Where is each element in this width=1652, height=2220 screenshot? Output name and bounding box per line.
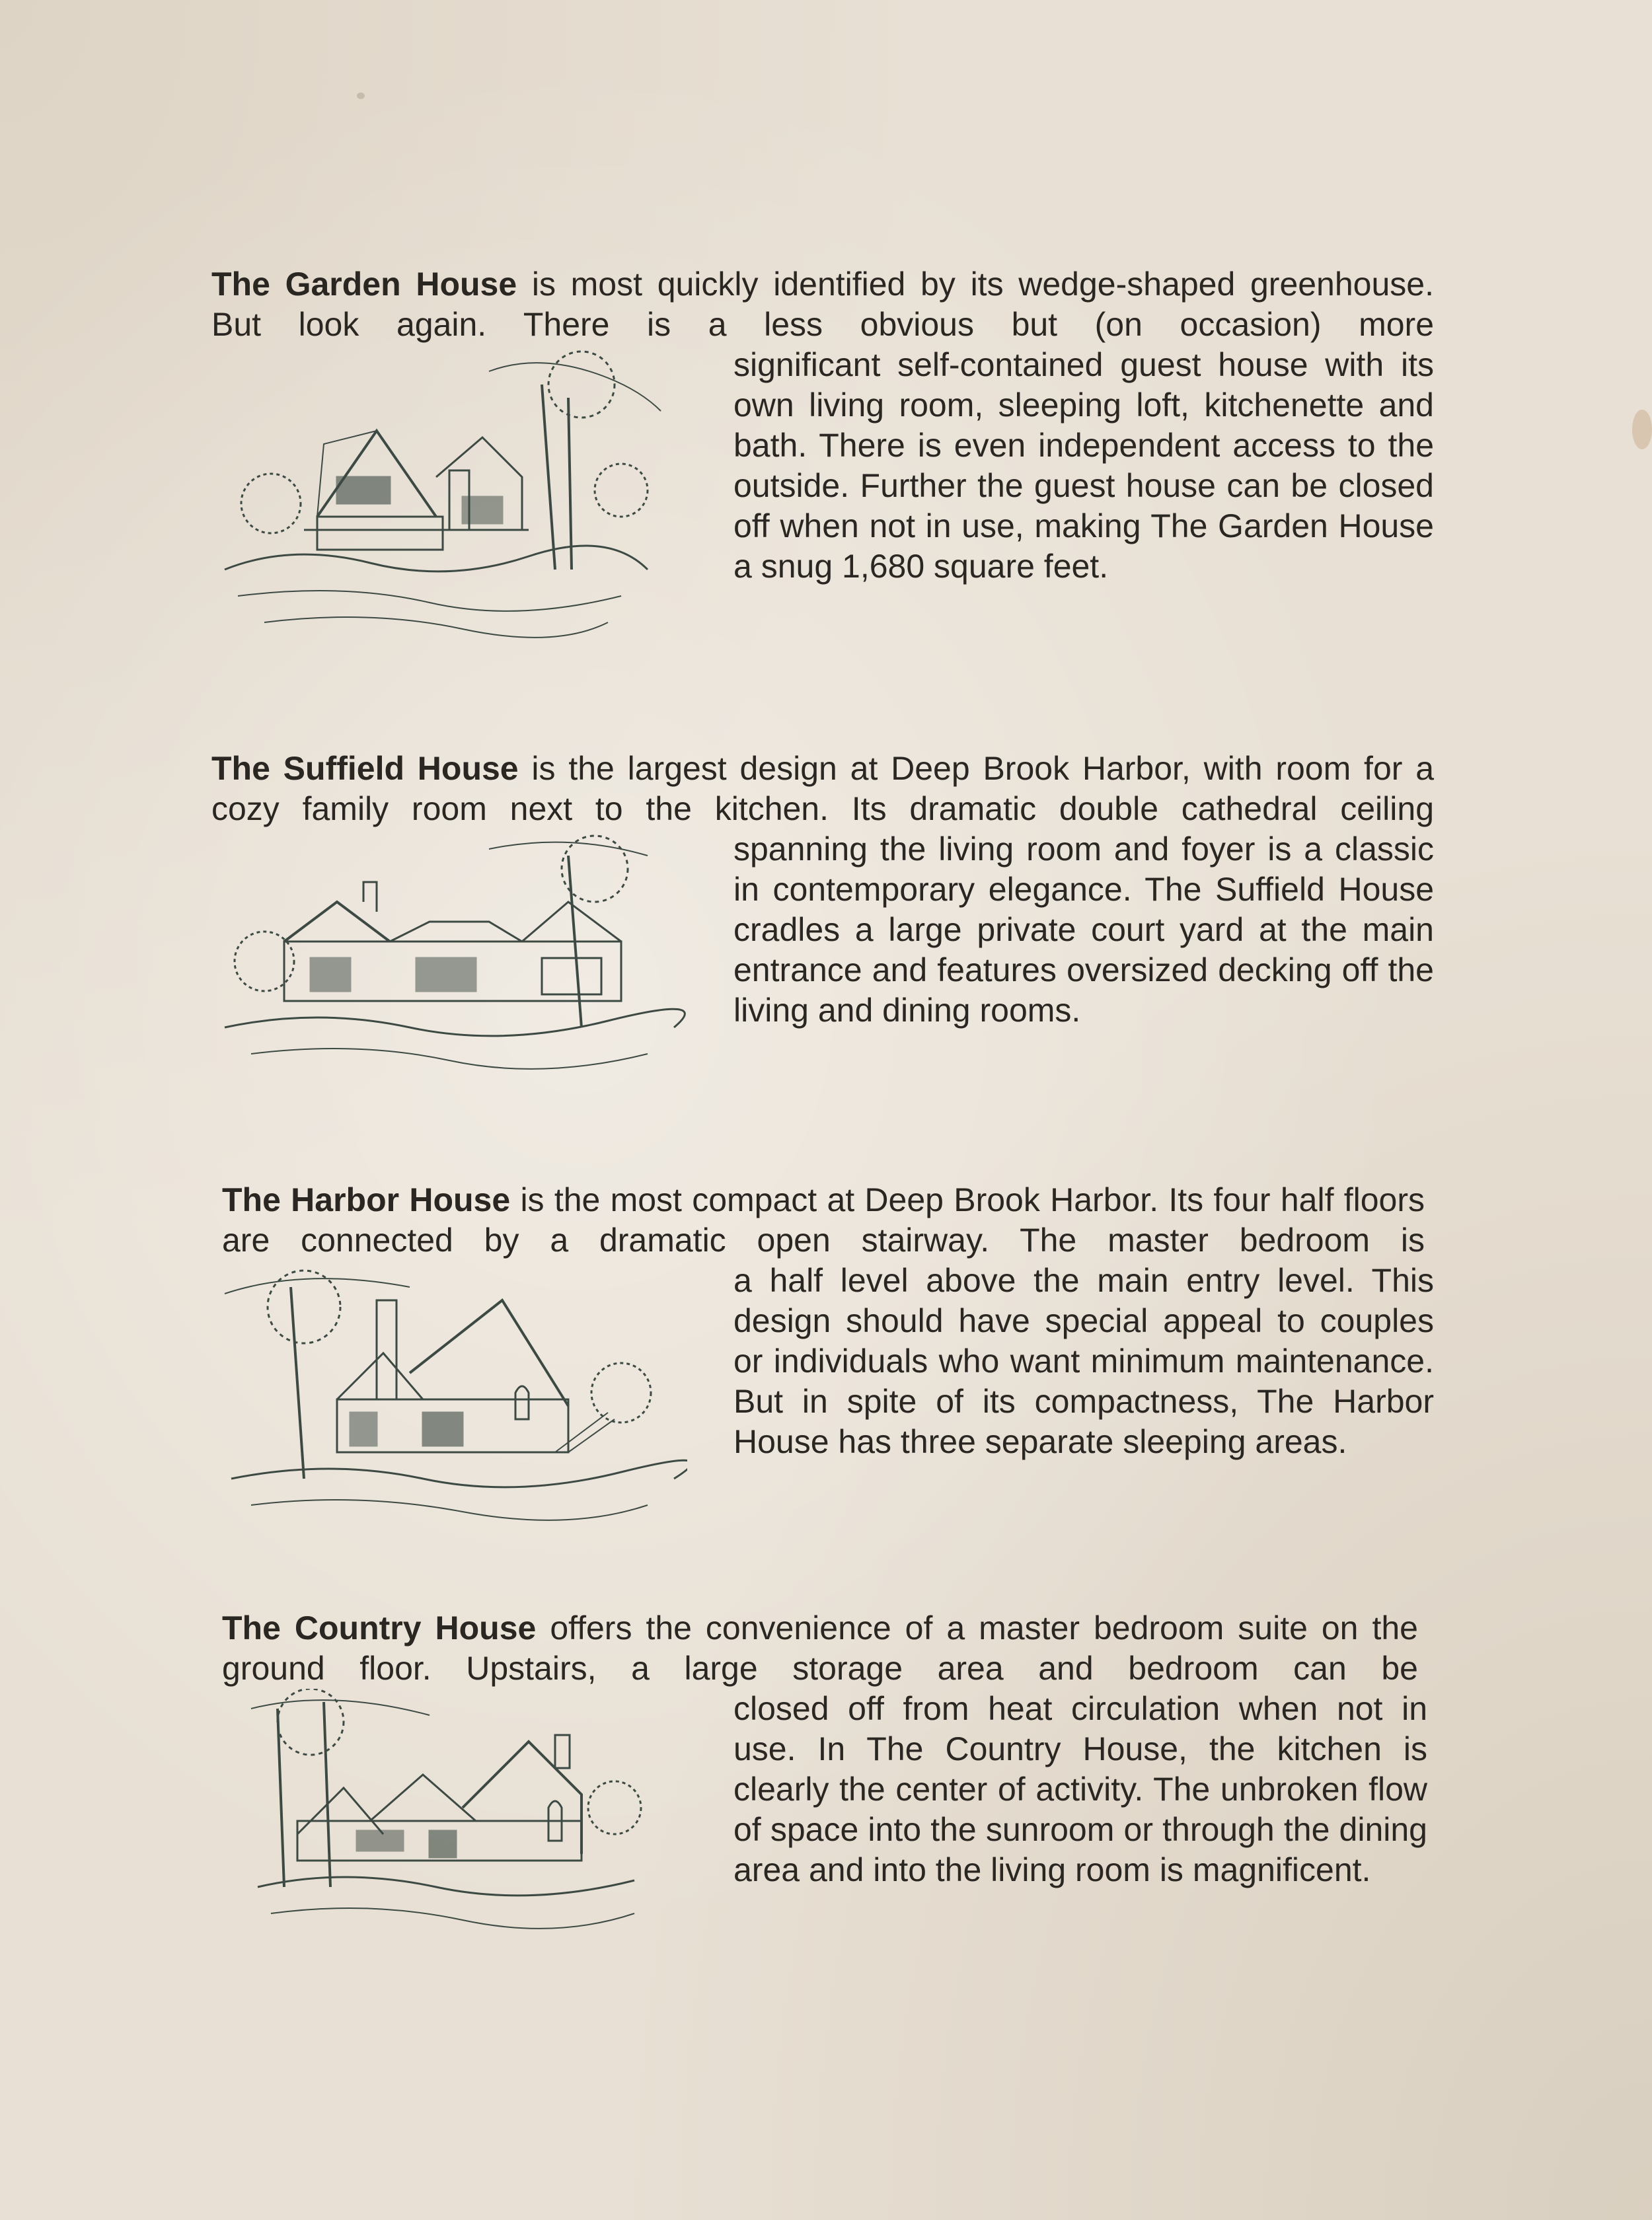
harbor-house-intro-text: is the most compact at Deep Brook Harbor. Its four half floors are connected by a dramatic open stairway. The master bedroom is xyxy=(222,1181,1425,1259)
garden-house-intro-text: is most quickly identified by its wedge-shaped greenhouse. But look again. There is a less obvious but (on occasion) more xyxy=(211,266,1434,343)
harbor-house-name: The Harbor House xyxy=(222,1181,511,1218)
garden-house-name: The Garden House xyxy=(211,266,517,303)
garden-house-sketch xyxy=(211,345,674,642)
suffield-house-body: spanning the living room and foyer is a classic in contemporary elegance. The Suffield House cradles a large private court yard at the main entrance and features oversized decking off the living and dining rooms. xyxy=(733,831,1434,1029)
country-house-intro-text: offers the convenience of a master bedroom suite on the ground floor. Upstairs, a large storage area and bedroom can be xyxy=(222,1610,1418,1687)
garden-house-intro xyxy=(211,264,1434,345)
harbor-house-body: a half level above the main entry level. This design should have special appeal to couples or individuals who want minimum maintenance. But in spite of its compactness, The Harbor House has three separate sleeping areas. xyxy=(733,1262,1434,1460)
section-country-house xyxy=(211,1608,1434,2032)
suffield-house-name: The Suffield House xyxy=(211,750,519,787)
paper-stain xyxy=(1632,410,1652,449)
country-house-name: The Country House xyxy=(222,1610,537,1646)
section-harbor-house xyxy=(211,1180,1434,1604)
paper-speck xyxy=(357,92,365,99)
suffield-house-sketch xyxy=(211,829,687,1080)
suffield-house-intro-text: is the largest design at Deep Brook Harbor, with room for a cozy family room next to the kitchen. Its dramatic double cathedral ceiling xyxy=(211,750,1434,827)
country-house-body: closed off from heat circulation when not in use. In The Country House, the kitchen is clearly the center of activity. The unbroken flow of space into the sunroom or through the dining area and into the living room is magnificent. xyxy=(733,1690,1427,1888)
section-garden-house xyxy=(211,264,1434,688)
harbor-house-intro xyxy=(211,1180,1425,1261)
country-house-sketch xyxy=(211,1689,687,1966)
suffield-house-intro xyxy=(211,749,1434,829)
harbor-house-sketch xyxy=(211,1261,687,1538)
country-house-intro xyxy=(211,1608,1418,1689)
garden-house-body: significant self-contained guest house with its own living room, sleeping loft, kitchenette and bath. There is even independent access to the outside. Further the guest house can be closed off when not in use, making The Garden House a snug 1,680 square feet. xyxy=(733,346,1434,585)
section-suffield-house xyxy=(211,749,1434,1173)
